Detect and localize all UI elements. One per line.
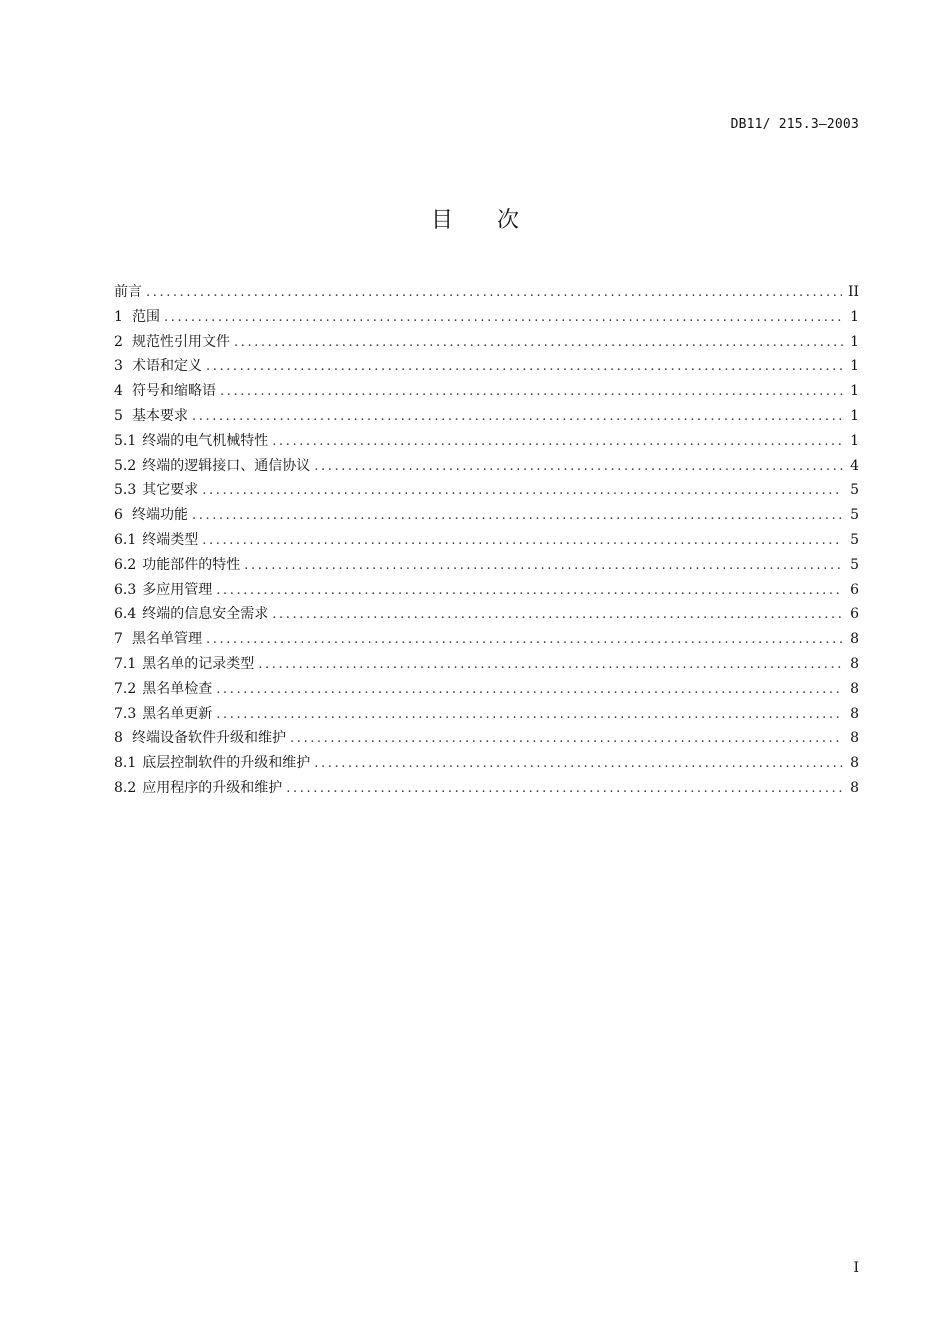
dot-leader [216,579,843,604]
toc-entry[interactable] [114,354,859,379]
toc-entry[interactable] [114,751,859,776]
toc-entry-number: 6.4 [114,606,137,623]
toc-entry-number: 8.1 [114,755,137,772]
toc-entry-page: 1 [850,432,859,449]
toc-entry[interactable] [114,503,859,528]
dot-leader [272,603,843,628]
dot-leader [234,331,843,356]
toc-entry-page: 8 [850,779,859,796]
toc-entry-label: 应用程序的升级和维护 [142,779,283,796]
toc-entry[interactable] [114,478,859,503]
toc-entry[interactable] [114,429,859,454]
toc-entry-label: 黑名单管理 [132,631,202,648]
toc-entry-page: 1 [850,383,859,400]
toc-entry-label: 终端类型 [142,531,199,548]
toc-entry[interactable] [114,404,859,429]
toc-entry[interactable] [114,776,859,801]
toc-entry-page: 5 [850,507,859,524]
toc-entry-number: 5.3 [114,482,137,499]
toc-entry-label: 黑名单检查 [142,680,213,697]
dot-leader [146,281,842,306]
toc-entry-number: 7.1 [114,655,137,672]
toc-entry-number: 8.2 [114,779,137,796]
dot-leader [202,529,843,554]
page-number: I [853,1260,859,1276]
toc-entry-number: 8 [114,730,123,747]
toc-entry[interactable] [114,553,859,578]
toc-entry-label: 底层控制软件的升级和维护 [142,755,311,772]
toc-entry-number: 7 [114,631,123,648]
toc-entry-label: 多应用管理 [142,581,213,598]
dot-leader [314,455,843,480]
toc-entry-label: 功能部件的特性 [142,556,241,573]
toc-entry-number: 6 [114,507,123,524]
table-of-contents [114,280,859,801]
toc-entry-label: 符号和缩略语 [132,383,216,400]
dot-leader [206,355,843,380]
toc-entry-page: 8 [850,655,859,672]
toc-entry[interactable] [114,726,859,751]
document-code: DB11/ 215.3—2003 [730,117,859,132]
toc-entry[interactable] [114,677,859,702]
page-title: 目次 [430,208,563,233]
dot-leader [202,479,843,504]
toc-entry-page: 4 [850,457,859,474]
dot-leader [258,653,843,678]
toc-entry-label: 其它要求 [142,482,199,499]
toc-entry-page: 8 [850,730,859,747]
toc-entry[interactable] [114,578,859,603]
toc-entry-number: 5 [114,407,123,424]
toc-entry-page: 8 [850,631,859,648]
toc-entry-page: 8 [850,680,859,697]
dot-leader [272,430,843,455]
toc-entry-label: 终端的信息安全需求 [142,606,269,623]
toc-entry-label: 终端功能 [132,507,188,524]
toc-entry-label: 基本要求 [132,407,188,424]
toc-entry[interactable] [114,305,859,330]
dot-leader [216,678,843,703]
toc-entry-page: 5 [850,531,859,548]
dot-leader [314,752,843,777]
toc-entry-number: 7.3 [114,705,137,722]
toc-entry-page: 1 [850,308,859,325]
toc-entry-page: 5 [850,556,859,573]
toc-entry-page: 5 [850,482,859,499]
dot-leader [206,628,843,653]
toc-entry[interactable] [114,280,859,305]
toc-entry-label: 术语和定义 [132,358,202,375]
toc-entry-page: 1 [850,407,859,424]
toc-entry-number: 3 [114,358,123,375]
dot-leader [216,703,843,728]
toc-entry-label: 终端设备软件升级和维护 [132,730,286,747]
dot-leader [192,504,843,529]
toc-entry-label: 终端的电气机械特性 [142,432,269,449]
toc-entry[interactable] [114,330,859,355]
toc-entry[interactable] [114,602,859,627]
toc-entry[interactable] [114,528,859,553]
toc-entry[interactable] [114,454,859,479]
toc-entry[interactable] [114,379,859,404]
toc-entry-page: 1 [850,333,859,350]
toc-entry-page: 6 [850,606,859,623]
toc-entry-number: 1 [114,308,123,325]
toc-entry-label: 前言 [114,284,142,300]
toc-entry[interactable] [114,652,859,677]
dot-leader [244,554,843,579]
toc-entry[interactable] [114,627,859,652]
toc-entry-label: 终端的逻辑接口、通信协议 [142,457,311,474]
toc-entry-number: 7.2 [114,680,137,697]
dot-leader [290,727,843,752]
toc-entry-page: 8 [850,705,859,722]
toc-entry-number: 6.2 [114,556,137,573]
dot-leader [286,777,843,802]
toc-entry-page: II [847,284,859,300]
toc-entry-number: 5.1 [114,432,137,449]
toc-entry-page: 6 [850,581,859,598]
toc-entry-label: 范围 [132,308,160,325]
toc-entry-page: 1 [850,358,859,375]
toc-entry-label: 黑名单更新 [142,705,213,722]
toc-entry-number: 5.2 [114,457,137,474]
toc-entry-label: 规范性引用文件 [132,333,230,350]
toc-entry-number: 6.3 [114,581,137,598]
toc-entry-number: 6.1 [114,531,137,548]
dot-leader [220,380,843,405]
toc-entry-number: 2 [114,333,123,350]
toc-entry-page: 8 [850,755,859,772]
toc-entry-label: 黑名单的记录类型 [142,655,255,672]
toc-entry[interactable] [114,702,859,727]
dot-leader [164,306,843,331]
toc-entry-number: 4 [114,383,123,400]
dot-leader [192,405,843,430]
